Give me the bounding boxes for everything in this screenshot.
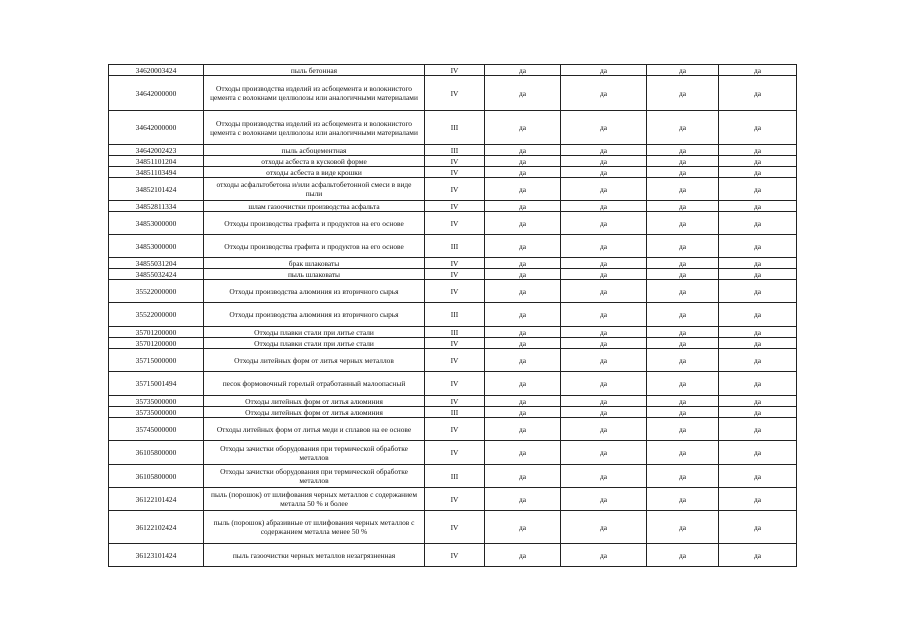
flag-cell-2: да	[561, 258, 647, 269]
flag-cell-4: да	[719, 372, 797, 396]
waste-code-cell: 34642002423	[109, 145, 204, 156]
waste-code-cell: 34852811334	[109, 201, 204, 212]
waste-name-cell: пыль бетонная	[204, 65, 425, 76]
table-row	[109, 372, 797, 396]
waste-name-cell: Отходы зачистки оборудования при термической обработке металлов	[204, 465, 425, 488]
flag-cell-4: да	[719, 269, 797, 280]
flag-cell-3: да	[647, 76, 719, 111]
waste-code-cell: 34851103494	[109, 167, 204, 178]
flag-cell-4: да	[719, 235, 797, 258]
hazard-class-cell: IV	[425, 511, 485, 544]
waste-name-cell: пыль газоочистки черных металлов незагрязненная	[204, 544, 425, 567]
waste-name-cell: шлам газоочистки производства асфальта	[204, 201, 425, 212]
flag-cell-2: да	[561, 349, 647, 372]
flag-cell-1: да	[485, 76, 561, 111]
waste-code-cell: 34853000000	[109, 235, 204, 258]
waste-name-cell: Отходы плавки стали при литье стали	[204, 338, 425, 349]
flag-cell-2: да	[561, 511, 647, 544]
flag-cell-1: да	[485, 212, 561, 235]
flag-cell-2: да	[561, 235, 647, 258]
flag-cell-2: да	[561, 418, 647, 441]
flag-cell-2: да	[561, 441, 647, 465]
flag-cell-1: да	[485, 303, 561, 327]
flag-cell-2: да	[561, 269, 647, 280]
flag-cell-1: да	[485, 201, 561, 212]
table-row	[109, 76, 797, 111]
waste-name-cell: Отходы производства графита и продуктов на его основе	[204, 212, 425, 235]
hazard-class-cell: IV	[425, 258, 485, 269]
hazard-class-cell: IV	[425, 201, 485, 212]
hazard-class-cell: IV	[425, 338, 485, 349]
flag-cell-3: да	[647, 407, 719, 418]
flag-cell-1: да	[485, 111, 561, 145]
waste-table-body	[109, 65, 797, 567]
waste-code-cell: 36122102424	[109, 511, 204, 544]
table-row	[109, 258, 797, 269]
flag-cell-3: да	[647, 544, 719, 567]
hazard-class-cell: III	[425, 327, 485, 338]
table-row	[109, 338, 797, 349]
flag-cell-1: да	[485, 418, 561, 441]
hazard-class-cell: III	[425, 465, 485, 488]
flag-cell-2: да	[561, 303, 647, 327]
hazard-class-cell: IV	[425, 178, 485, 201]
waste-name-cell: Отходы плавки стали при литье стали	[204, 327, 425, 338]
waste-code-cell: 34855031204	[109, 258, 204, 269]
flag-cell-1: да	[485, 511, 561, 544]
waste-name-cell: брак шлаковаты	[204, 258, 425, 269]
waste-name-cell: Отходы литейных форм от литья алюминия	[204, 407, 425, 418]
flag-cell-3: да	[647, 145, 719, 156]
flag-cell-3: да	[647, 280, 719, 303]
flag-cell-1: да	[485, 465, 561, 488]
waste-code-cell: 36105800000	[109, 441, 204, 465]
flag-cell-4: да	[719, 544, 797, 567]
hazard-class-cell: IV	[425, 349, 485, 372]
flag-cell-4: да	[719, 212, 797, 235]
flag-cell-3: да	[647, 156, 719, 167]
waste-code-cell: 35735000000	[109, 407, 204, 418]
table-row	[109, 441, 797, 465]
waste-name-cell: Отходы зачистки оборудования при термической обработке металлов	[204, 441, 425, 465]
flag-cell-1: да	[485, 327, 561, 338]
waste-code-cell: 36122101424	[109, 488, 204, 511]
flag-cell-4: да	[719, 418, 797, 441]
flag-cell-3: да	[647, 372, 719, 396]
flag-cell-4: да	[719, 465, 797, 488]
flag-cell-4: да	[719, 396, 797, 407]
flag-cell-2: да	[561, 407, 647, 418]
flag-cell-3: да	[647, 65, 719, 76]
flag-cell-3: да	[647, 212, 719, 235]
flag-cell-3: да	[647, 349, 719, 372]
flag-cell-3: да	[647, 235, 719, 258]
flag-cell-2: да	[561, 201, 647, 212]
flag-cell-2: да	[561, 372, 647, 396]
flag-cell-3: да	[647, 418, 719, 441]
table-row	[109, 145, 797, 156]
waste-name-cell: Отходы производства графита и продуктов на его основе	[204, 235, 425, 258]
flag-cell-1: да	[485, 65, 561, 76]
hazard-class-cell: IV	[425, 76, 485, 111]
flag-cell-2: да	[561, 178, 647, 201]
waste-code-cell: 35715001494	[109, 372, 204, 396]
table-row	[109, 167, 797, 178]
flag-cell-4: да	[719, 327, 797, 338]
waste-name-cell: Отходы производства алюминия из вторичного сырья	[204, 303, 425, 327]
waste-code-cell: 34855032424	[109, 269, 204, 280]
hazard-class-cell: IV	[425, 156, 485, 167]
waste-code-cell: 35735000000	[109, 396, 204, 407]
waste-name-cell: отходы асбеста в виде крошки	[204, 167, 425, 178]
flag-cell-1: да	[485, 280, 561, 303]
hazard-class-cell: IV	[425, 372, 485, 396]
flag-cell-1: да	[485, 544, 561, 567]
flag-cell-2: да	[561, 212, 647, 235]
flag-cell-4: да	[719, 145, 797, 156]
flag-cell-1: да	[485, 349, 561, 372]
flag-cell-3: да	[647, 511, 719, 544]
waste-name-cell: Отходы производства изделий из асбоцемента и волокнистого цемента с волокнами целлюлозы или аналогичными материалами	[204, 111, 425, 145]
table-row	[109, 65, 797, 76]
flag-cell-3: да	[647, 338, 719, 349]
table-row	[109, 178, 797, 201]
waste-name-cell: Отходы литейных форм от литья черных металлов	[204, 349, 425, 372]
flag-cell-3: да	[647, 111, 719, 145]
hazard-class-cell: IV	[425, 212, 485, 235]
table-row	[109, 396, 797, 407]
hazard-class-cell: IV	[425, 269, 485, 280]
flag-cell-4: да	[719, 258, 797, 269]
flag-cell-2: да	[561, 145, 647, 156]
hazard-class-cell: III	[425, 235, 485, 258]
flag-cell-3: да	[647, 303, 719, 327]
flag-cell-4: да	[719, 338, 797, 349]
flag-cell-4: да	[719, 511, 797, 544]
flag-cell-1: да	[485, 167, 561, 178]
hazard-class-cell: IV	[425, 488, 485, 511]
waste-code-cell: 34853000000	[109, 212, 204, 235]
flag-cell-4: да	[719, 167, 797, 178]
table-row	[109, 349, 797, 372]
flag-cell-1: да	[485, 235, 561, 258]
flag-cell-4: да	[719, 65, 797, 76]
flag-cell-1: да	[485, 441, 561, 465]
flag-cell-4: да	[719, 280, 797, 303]
waste-code-cell: 35522000000	[109, 280, 204, 303]
flag-cell-4: да	[719, 407, 797, 418]
waste-name-cell: Отходы производства изделий из асбоцемента и волокнистого цемента с волокнами целлюлозы или аналогичными материалами	[204, 76, 425, 111]
flag-cell-1: да	[485, 145, 561, 156]
flag-cell-1: да	[485, 372, 561, 396]
flag-cell-2: да	[561, 167, 647, 178]
flag-cell-4: да	[719, 441, 797, 465]
waste-code-cell: 34852101424	[109, 178, 204, 201]
waste-name-cell: Отходы литейных форм от литья меди и сплавов на ее основе	[204, 418, 425, 441]
waste-name-cell: Отходы производства алюминия из вторичного сырья	[204, 280, 425, 303]
table-row	[109, 156, 797, 167]
flag-cell-1: да	[485, 269, 561, 280]
flag-cell-4: да	[719, 303, 797, 327]
table-row	[109, 269, 797, 280]
document-page	[108, 64, 796, 567]
hazard-class-cell: III	[425, 111, 485, 145]
table-row	[109, 407, 797, 418]
hazard-class-cell: IV	[425, 441, 485, 465]
flag-cell-4: да	[719, 111, 797, 145]
hazard-class-cell: IV	[425, 396, 485, 407]
flag-cell-4: да	[719, 201, 797, 212]
flag-cell-4: да	[719, 178, 797, 201]
waste-code-cell: 34642000000	[109, 76, 204, 111]
hazard-class-cell: IV	[425, 167, 485, 178]
hazard-class-cell: IV	[425, 544, 485, 567]
waste-name-cell: пыль асбоцементная	[204, 145, 425, 156]
flag-cell-1: да	[485, 396, 561, 407]
waste-code-cell: 35701200000	[109, 338, 204, 349]
flag-cell-1: да	[485, 338, 561, 349]
flag-cell-4: да	[719, 76, 797, 111]
hazard-class-cell: III	[425, 407, 485, 418]
flag-cell-2: да	[561, 156, 647, 167]
flag-cell-4: да	[719, 349, 797, 372]
flag-cell-1: да	[485, 258, 561, 269]
table-row	[109, 488, 797, 511]
flag-cell-2: да	[561, 280, 647, 303]
table-row	[109, 201, 797, 212]
table-row	[109, 544, 797, 567]
waste-name-cell: пыль шлаковаты	[204, 269, 425, 280]
table-row	[109, 212, 797, 235]
flag-cell-1: да	[485, 488, 561, 511]
waste-code-cell: 34851101204	[109, 156, 204, 167]
flag-cell-2: да	[561, 76, 647, 111]
waste-name-cell: Отходы литейных форм от литья алюминия	[204, 396, 425, 407]
waste-code-cell: 35701200000	[109, 327, 204, 338]
flag-cell-2: да	[561, 488, 647, 511]
flag-cell-2: да	[561, 65, 647, 76]
waste-name-cell: пыль (порошок) от шлифования черных металлов с содержанием металла 50 % и более	[204, 488, 425, 511]
table-row	[109, 235, 797, 258]
flag-cell-3: да	[647, 167, 719, 178]
table-row	[109, 280, 797, 303]
table-row	[109, 303, 797, 327]
table-row	[109, 465, 797, 488]
waste-code-cell: 34620003424	[109, 65, 204, 76]
hazard-class-cell: IV	[425, 280, 485, 303]
hazard-class-cell: IV	[425, 418, 485, 441]
table-row	[109, 511, 797, 544]
waste-code-cell: 35745000000	[109, 418, 204, 441]
flag-cell-2: да	[561, 396, 647, 407]
flag-cell-4: да	[719, 488, 797, 511]
table-row	[109, 111, 797, 145]
waste-name-cell: пыль (порошок) абразивные от шлифования черных металлов с содержанием металла менее 50 %	[204, 511, 425, 544]
flag-cell-2: да	[561, 338, 647, 349]
flag-cell-2: да	[561, 327, 647, 338]
flag-cell-3: да	[647, 488, 719, 511]
flag-cell-3: да	[647, 396, 719, 407]
waste-table	[108, 64, 797, 567]
waste-code-cell: 36123101424	[109, 544, 204, 567]
flag-cell-3: да	[647, 201, 719, 212]
waste-code-cell: 35522000000	[109, 303, 204, 327]
waste-code-cell: 36105800000	[109, 465, 204, 488]
flag-cell-3: да	[647, 258, 719, 269]
table-row	[109, 327, 797, 338]
flag-cell-4: да	[719, 156, 797, 167]
flag-cell-3: да	[647, 269, 719, 280]
flag-cell-2: да	[561, 465, 647, 488]
hazard-class-cell: IV	[425, 65, 485, 76]
table-row	[109, 418, 797, 441]
waste-name-cell: отходы асфальтобетона и/или асфальтобетонной смеси в виде пыли	[204, 178, 425, 201]
flag-cell-1: да	[485, 178, 561, 201]
waste-code-cell: 34642000000	[109, 111, 204, 145]
flag-cell-3: да	[647, 465, 719, 488]
waste-code-cell: 35715000000	[109, 349, 204, 372]
hazard-class-cell: III	[425, 303, 485, 327]
flag-cell-2: да	[561, 544, 647, 567]
flag-cell-1: да	[485, 156, 561, 167]
waste-name-cell: песок формовочный горелый отработанный малоопасный	[204, 372, 425, 396]
flag-cell-2: да	[561, 111, 647, 145]
flag-cell-3: да	[647, 327, 719, 338]
waste-name-cell: отходы асбеста в кусковой форме	[204, 156, 425, 167]
flag-cell-3: да	[647, 178, 719, 201]
flag-cell-3: да	[647, 441, 719, 465]
hazard-class-cell: III	[425, 145, 485, 156]
flag-cell-1: да	[485, 407, 561, 418]
